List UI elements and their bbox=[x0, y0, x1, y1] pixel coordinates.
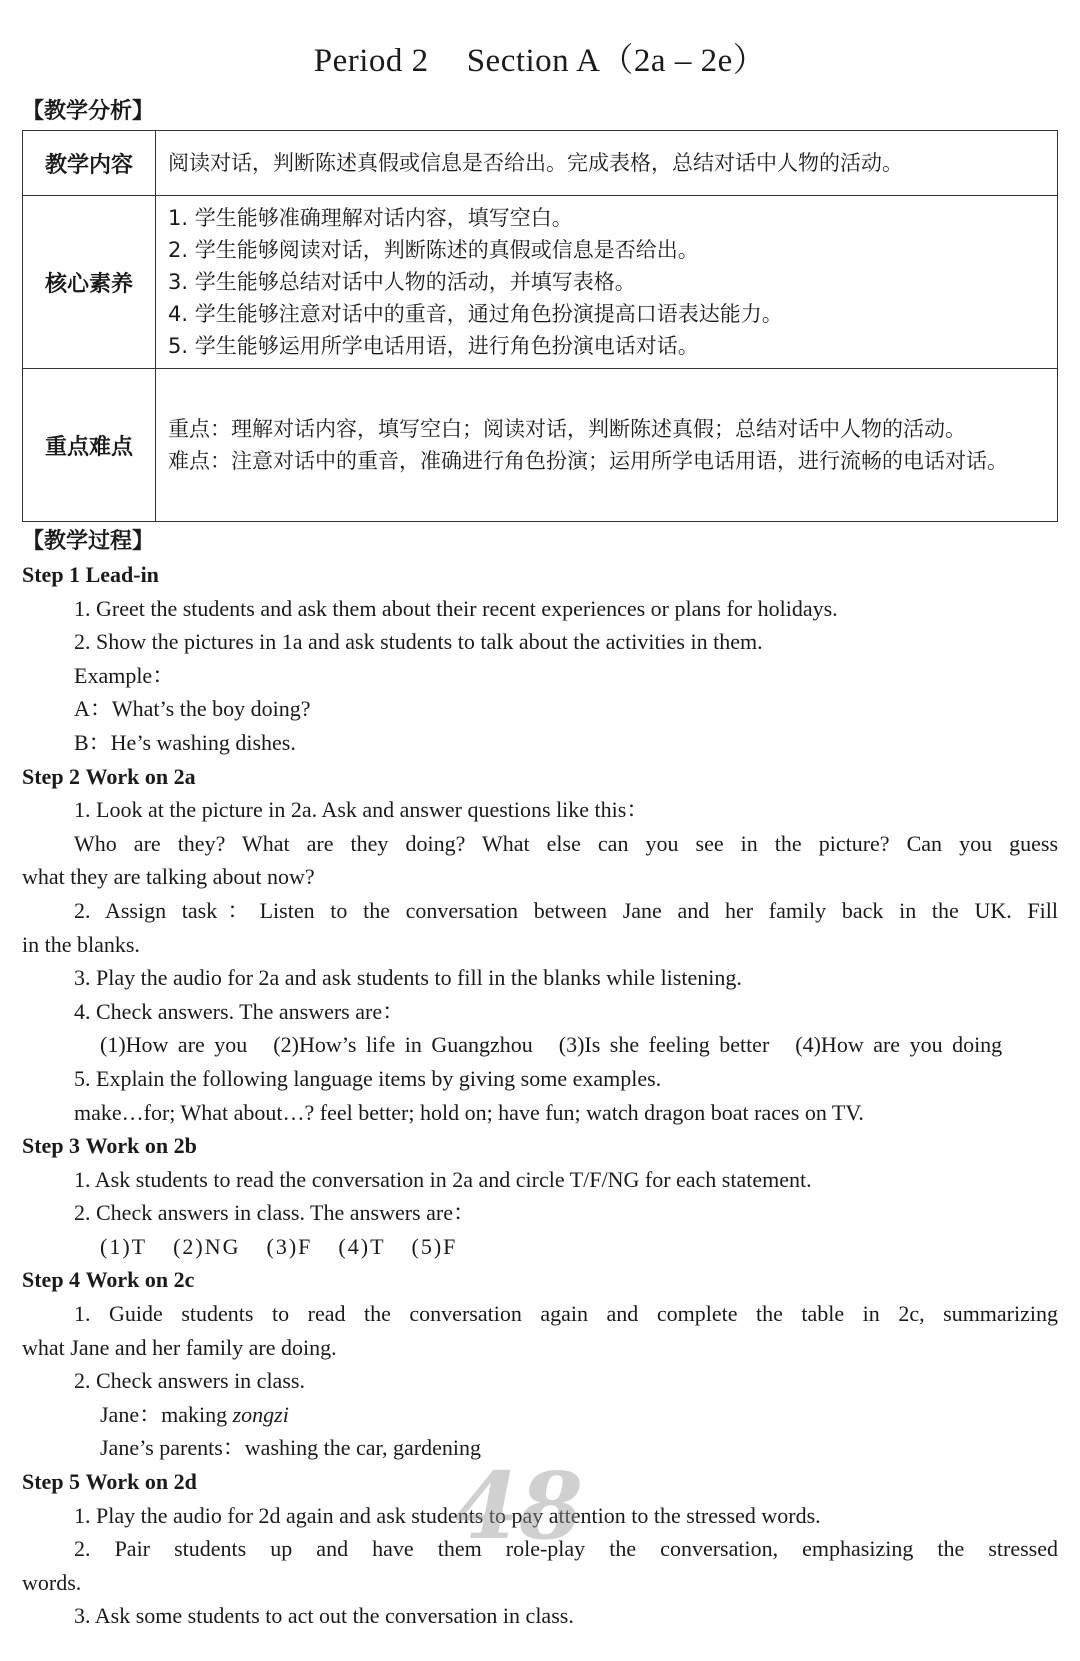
step-2-item: Who are they? What are they doing? What else can you see in the picture? Can you guess bbox=[74, 830, 1058, 856]
keypoints-text bbox=[156, 369, 1058, 522]
step-5-item: 1. Play the audio for 2d again and ask students to pay attention to the stressed words. bbox=[74, 1502, 821, 1528]
page-number: 48 bbox=[455, 1452, 584, 1560]
analysis-heading: 【教学分析】 bbox=[22, 99, 155, 124]
answer: (5)F bbox=[411, 1233, 458, 1259]
step-2-item: 2. Assign task：Listen to the conversation between Jane and her family back in the UK. Fill bbox=[74, 897, 1058, 923]
title-period: Period 2 bbox=[313, 43, 429, 79]
step-4-item: 2. Check answers in class. bbox=[74, 1368, 305, 1394]
step-4-item-cont: what Jane and her family are doing. bbox=[22, 1334, 337, 1360]
list-item: 5. 学生能够运用所学电话用语，进行角色扮演电话对话。 bbox=[168, 334, 699, 358]
key-point: 重点： 理解对话内容，填写空白；阅读对话，判断陈述真假；总结对话中人物的活动。 bbox=[168, 417, 966, 441]
step-4-item: 1. Guide students to read the conversation again and complete the table in 2c, summarizing bbox=[74, 1301, 1058, 1327]
difficult-point: 难点： 注意对话中的重音，准确进行角色扮演；运用所学电话用语，进行流畅的电话对话。 bbox=[168, 449, 1008, 473]
step-2-answers bbox=[22, 1028, 1058, 1062]
title-section: Section A（2a – 2e） bbox=[466, 43, 767, 79]
answer: (4)T bbox=[338, 1233, 386, 1259]
step-5-item: 2. Pair students up and have them role-play the conversation, emphasizing the stressed bbox=[74, 1536, 1058, 1562]
analysis-table bbox=[22, 130, 1058, 522]
answer: (3)Is she feeling better bbox=[558, 1032, 770, 1058]
step-4-heading: Step 4 Work on 2c bbox=[22, 1267, 195, 1293]
list-item: 1. 学生能够准确理解对话内容，填写空白。 bbox=[168, 206, 573, 230]
step-2-item: 5. Explain the following language items by giving some examples. bbox=[74, 1065, 662, 1091]
step-3-answers bbox=[22, 1230, 1058, 1264]
step-1-item: A：What’s the boy doing? bbox=[74, 696, 311, 722]
step-1-item: 1. Greet the students and ask them about their recent experiences or plans for holidays. bbox=[74, 595, 838, 621]
step-1-heading: Step 1 Lead-in bbox=[22, 562, 159, 587]
step-3-item: 2. Check answers in class. The answers are： bbox=[74, 1200, 475, 1226]
teaching-process bbox=[22, 558, 1058, 1633]
table-row-content bbox=[23, 131, 1058, 196]
content-text: 阅读对话，判断陈述真假或信息是否给出。完成表格，总结对话中人物的活动。 bbox=[156, 131, 1058, 196]
step-1-item: Example： bbox=[74, 662, 175, 688]
answer: (2)NG bbox=[173, 1233, 241, 1259]
competence-label: 核心素养 bbox=[23, 196, 156, 369]
answer: (1)T bbox=[100, 1233, 148, 1259]
step-5-item-cont: words. bbox=[22, 1569, 82, 1595]
content-label: 教学内容 bbox=[23, 131, 156, 196]
step-2-item: make…for; What about…? feel better; hold on; have fun; watch dragon boat races on TV. bbox=[74, 1099, 864, 1125]
table-row-keypoints bbox=[23, 369, 1058, 522]
step-4-answer-jane: Jane：making zongzi bbox=[100, 1401, 289, 1427]
list-item: 2. 学生能够阅读对话，判断陈述的真假或信息是否给出。 bbox=[168, 238, 699, 262]
step-2-item: 4. Check answers. The answers are： bbox=[74, 998, 405, 1024]
page bbox=[22, 0, 1058, 1633]
process-heading: 【教学过程】 bbox=[22, 529, 155, 554]
competence-list bbox=[156, 196, 1058, 369]
step-3-heading: Step 3 Work on 2b bbox=[22, 1133, 197, 1159]
step-5-item: 3. Ask some students to act out the conversation in class. bbox=[74, 1603, 574, 1629]
answer: (1)How are you bbox=[100, 1032, 248, 1058]
step-1-item: 2. Show the pictures in 1a and ask students to talk about the activities in them. bbox=[74, 629, 763, 655]
step-5-heading: Step 5 Work on 2d bbox=[22, 1469, 197, 1495]
list-item: 3. 学生能够总结对话中人物的活动，并填写表格。 bbox=[168, 270, 636, 294]
answer: (2)How’s life in Guangzhou bbox=[273, 1032, 533, 1058]
table-row-competence bbox=[23, 196, 1058, 369]
answer: (4)How are you doing bbox=[795, 1032, 1003, 1058]
step-2-item: 1. Look at the picture in 2a. Ask and answer questions like this： bbox=[74, 797, 649, 823]
list-item: 4. 学生能够注意对话中的重音，通过角色扮演提高口语表达能力。 bbox=[168, 302, 783, 326]
answer: (3)F bbox=[266, 1233, 313, 1259]
step-2-item-cont: in the blanks. bbox=[22, 931, 140, 957]
step-1-item: B：He’s washing dishes. bbox=[74, 729, 296, 755]
step-4-answer-parents: Jane’s parents：washing the car, gardening bbox=[100, 1435, 481, 1461]
step-2-heading: Step 2 Work on 2a bbox=[22, 763, 196, 789]
step-2-item-cont: what they are talking about now? bbox=[22, 864, 315, 890]
step-2-item: 3. Play the audio for 2a and ask students to fill in the blanks while listening. bbox=[74, 965, 742, 991]
step-3-item: 1. Ask students to read the conversation in 2a and circle T/F/NG for each statement. bbox=[74, 1166, 812, 1192]
keypoints-label: 重点难点 bbox=[23, 369, 156, 522]
page-title bbox=[22, 34, 1058, 78]
